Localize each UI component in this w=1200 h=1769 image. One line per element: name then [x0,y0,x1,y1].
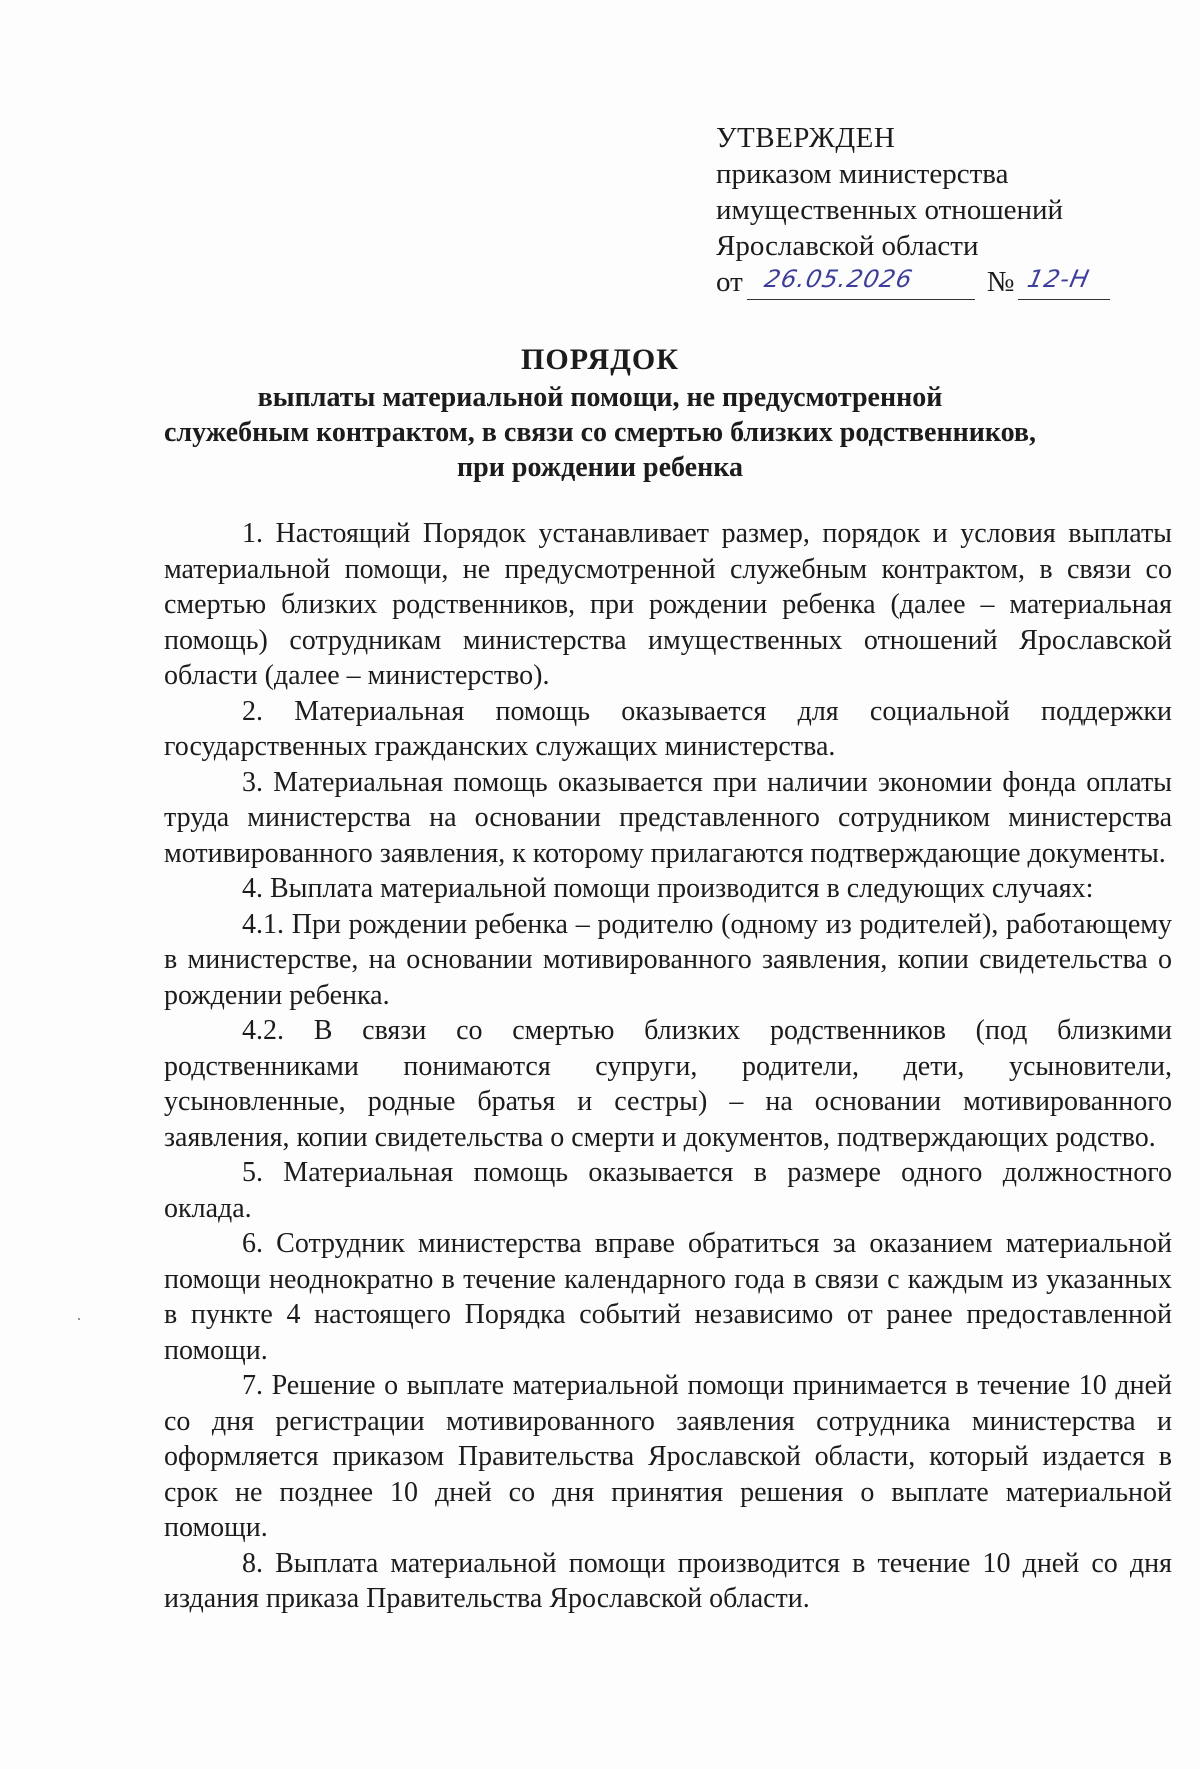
document-title [0,340,1200,485]
paragraph-2: 2. Материальная помощь оказывается для социальной поддержки государственных гражданских служащих министерства. [164,695,1172,762]
handwritten-number: 12-Н [1025,265,1093,293]
title-main: ПОРЯДОК [521,343,679,376]
paragraph-3: 3. Материальная помощь оказывается при наличии экономии фонда оплаты труда министерства на основании представленного сотрудником министерства мотивированного заявления, к которому прилагаются подтверждающие документы. [164,766,1172,869]
date-field [747,265,975,300]
scan-speck [78,1318,80,1320]
paragraph-5: 5. Материальная помощь оказывается в размере одного должностного оклада. [164,1157,1172,1224]
approval-line-2: имущественных отношений [716,194,1064,226]
title-subtitle-line-2: служебным контрактом, в связи со смертью близких родственников, [163,417,1037,448]
title-subtitle-line-1: выплаты материальной помощи, не предусмотренной [257,382,943,413]
number-label: № [986,266,1015,298]
paragraph-4-2: 4.2. В связи со смертью близких родственников (под близкими родственниками понимаются супруги, родители, дети, усыновители, усыновленные, родные братья и сестры) – на основании мотивированного заявления, копии свидетельства о смерти и документов, подтверждающих родство. [164,1015,1172,1153]
approval-stamp-block [716,120,1110,300]
approval-line-1: приказом министерства [716,158,1009,190]
paragraph-4: 4. Выплата материальной помощи производится в следующих случаях: [242,873,1094,904]
from-label: от [716,266,743,298]
handwritten-date: 26.05.2026 [761,265,916,293]
paragraph-7: 7. Решение о выплате материальной помощи принимается в течение 10 дней со дня регистрации мотивированного заявления сотрудника министерства и оформляется приказом Правительства Ярославской области, который издается в срок не позднее 10 дней со дня принятия решения о выплате материальной помощи. [164,1370,1172,1543]
paragraph-1: 1. Настоящий Порядок устанавливает размер, порядок и условия выплаты материальной помощи, не предусмотренной служебным контрактом, в связи со смертью близких родственников, при рождении ребенка (далее – материальная помощь) сотрудникам министерства имущественных отношений Ярославской области (далее – министерство). [164,518,1172,691]
number-field [1018,265,1110,300]
title-subtitle-line-3: при рождении ребенка [457,452,743,483]
approval-line-3: Ярославской области [716,230,979,262]
paragraph-6: 6. Сотрудник министерства вправе обратиться за оказанием материальной помощи неоднократно в течение календарного года в связи с каждым из указанных в пункте 4 настоящего Порядка событий независимо от ранее предоставленной помощи. [164,1228,1172,1366]
paragraph-8: 8. Выплата материальной помощи производится в течение 10 дней со дня издания приказа Правительства Ярославской области. [164,1547,1172,1614]
approval-date-number-row [716,264,1110,300]
approval-heading: УТВЕРЖДЕН [716,122,896,154]
paragraph-4-1: 4.1. При рождении ребенка – родителю (одному из родителей), работающему в министерстве, на основании мотивированного заявления, копии свидетельства о рождении ребенка. [164,908,1172,1011]
document-body [164,516,1172,1617]
